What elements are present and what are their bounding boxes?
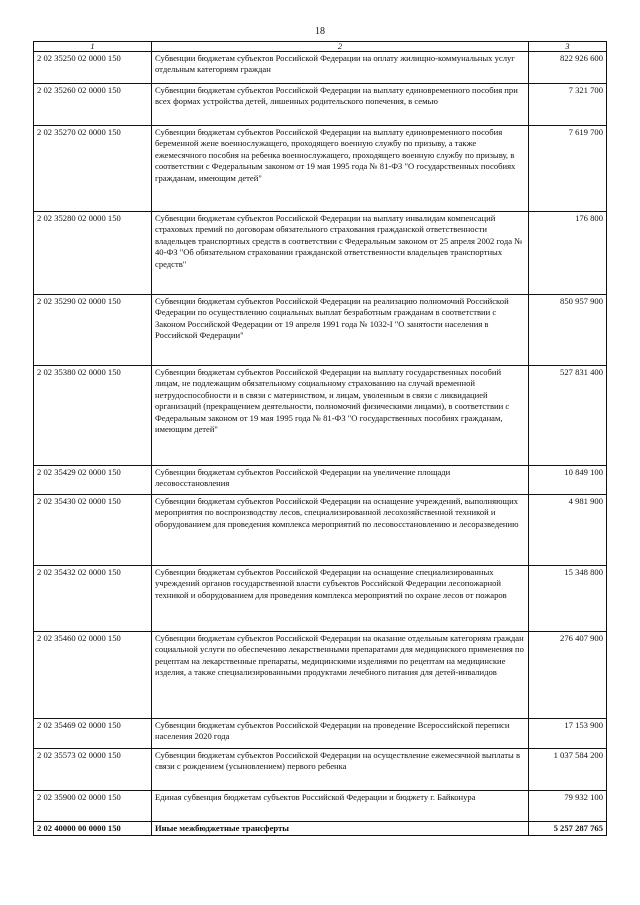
budget-description: Субвенции бюджетам субъектов Российской Федерации на увеличение площади лесовосстановления: [152, 466, 529, 495]
total-row: [34, 822, 607, 836]
table-row: [34, 749, 607, 791]
budget-amount: 17 153 900: [529, 719, 607, 749]
budget-code: 2 02 35573 02 0000 150: [34, 749, 152, 791]
total-amount: 5 257 287 765: [529, 822, 607, 836]
budget-description: Субвенции бюджетам субъектов Российской Федерации на выплату единовременного пособия беременной жене военнослужащего, проходящего военную службу по призыву, а также ежемесячного пособия на ребенка военнослужащего, проходящего военную службу по призыву, в соответствии с Федеральным законом от 19 мая 1995 года № 81-ФЗ "О государственных пособиях гражданам, имеющим детей": [152, 126, 529, 212]
budget-code: 2 02 35460 02 0000 150: [34, 632, 152, 719]
budget-amount: 850 957 900: [529, 295, 607, 366]
budget-code: 2 02 35250 02 0000 150: [34, 52, 152, 84]
budget-amount: 527 831 400: [529, 366, 607, 466]
budget-amount: 15 348 800: [529, 566, 607, 632]
budget-description: Субвенции бюджетам субъектов Российской Федерации на выплату единовременного пособия при всех формах устройства детей, лишенных родительского попечения, в семью: [152, 84, 529, 126]
budget-description: Единая субвенция бюджетам субъектов Российской Федерации и бюджету г. Байконура: [152, 791, 529, 822]
budget-code: 2 02 35380 02 0000 150: [34, 366, 152, 466]
column-number-3: 3: [529, 42, 607, 52]
budget-amount: 79 932 100: [529, 791, 607, 822]
budget-description: Субвенции бюджетам субъектов Российской Федерации на выплату государственных пособий лицам, не подлежащим обязательному социальному страхованию на случай временной нетрудоспособности и в связи с материнством, и лицам, уволенным в связи с ликвидацией организаций (прекращением деятельности, полномочий физическими лицами), в соответствии с Федеральным законом от 19 мая 1995 года № 81-ФЗ "О государственных пособиях гражданам, имеющим детей": [152, 366, 529, 466]
budget-amount: 822 926 600: [529, 52, 607, 84]
page-number: 18: [315, 26, 325, 37]
table-row: [34, 295, 607, 366]
total-description: Иные межбюджетные трансферты: [152, 822, 529, 836]
budget-amount: 1 037 584 200: [529, 749, 607, 791]
column-number-1: 1: [34, 42, 152, 52]
budget-description: Субвенции бюджетам субъектов Российской Федерации на реализацию полномочий Российской Федерации по осуществлению социальных выплат безработным гражданам в соответствии с Законом Российской Федерации от 19 апреля 1991 года № 1032-I "О занятости населения в Российской Федерации": [152, 295, 529, 366]
budget-code: 2 02 35430 02 0000 150: [34, 495, 152, 566]
table-row: [34, 212, 607, 295]
budget-description: Субвенции бюджетам субъектов Российской Федерации на оснащение специализированных учреждений органов государственной власти субъектов Российской Федерации лесопожарной техникой и оборудованием для проведения комплекса мероприятий по охране лесов от пожаров: [152, 566, 529, 632]
budget-description: Субвенции бюджетам субъектов Российской Федерации на оказание отдельным категориям граждан социальной услуги по обеспечению лекарственными препаратами для медицинского применения по рецептам на лекарственные препараты, медицинскими изделиями по рецептам на медицинские изделия, а также специализированными продуктами лечебного питания для детей-инвалидов: [152, 632, 529, 719]
budget-code: 2 02 35432 02 0000 150: [34, 566, 152, 632]
budget-code: 2 02 35900 02 0000 150: [34, 791, 152, 822]
budget-description: Субвенции бюджетам субъектов Российской Федерации на выплату инвалидам компенсаций страховых премий по договорам обязательного страхования гражданской ответственности владельцев транспортных средств в соответствии с Федеральным законом от 25 апреля 2002 года № 40-ФЗ "Об обязательном страховании гражданской ответственности владельцев транспортных средств": [152, 212, 529, 295]
budget-table: [33, 41, 607, 836]
table-row: [34, 466, 607, 495]
table-row: [34, 632, 607, 719]
budget-description: Субвенции бюджетам субъектов Российской Федерации на оснащение учреждений, выполняющих мероприятия по воспроизводству лесов, специализированной лесохозяйственной техникой и оборудованием для проведения комплекса мероприятий по лесовосстановлению и лесоразведению: [152, 495, 529, 566]
table-row: [34, 566, 607, 632]
budget-amount: 4 981 900: [529, 495, 607, 566]
column-number-row: [34, 42, 607, 52]
budget-code: 2 02 35469 02 0000 150: [34, 719, 152, 749]
budget-amount: 7 619 700: [529, 126, 607, 212]
table-row: [34, 719, 607, 749]
total-code: 2 02 40000 00 0000 150: [34, 822, 152, 836]
budget-description: Субвенции бюджетам субъектов Российской Федерации на проведение Всероссийской переписи населения 2020 года: [152, 719, 529, 749]
budget-code: 2 02 35270 02 0000 150: [34, 126, 152, 212]
budget-amount: 10 849 100: [529, 466, 607, 495]
table-row: [34, 84, 607, 126]
budget-amount: 7 321 700: [529, 84, 607, 126]
budget-code: 2 02 35290 02 0000 150: [34, 295, 152, 366]
budget-code: 2 02 35260 02 0000 150: [34, 84, 152, 126]
budget-code: 2 02 35429 02 0000 150: [34, 466, 152, 495]
budget-description: Субвенции бюджетам субъектов Российской Федерации на оплату жилищно-коммунальных услуг отдельным категориям граждан: [152, 52, 529, 84]
table-row: [34, 126, 607, 212]
table-row: [34, 495, 607, 566]
table-row: [34, 366, 607, 466]
table-row: [34, 52, 607, 84]
table-row: [34, 791, 607, 822]
budget-amount: 176 800: [529, 212, 607, 295]
budget-description: Субвенции бюджетам субъектов Российской Федерации на осуществление ежемесячной выплаты в связи с рождением (усыновлением) первого ребенка: [152, 749, 529, 791]
budget-code: 2 02 35280 02 0000 150: [34, 212, 152, 295]
budget-amount: 276 407 900: [529, 632, 607, 719]
column-number-2: 2: [152, 42, 529, 52]
